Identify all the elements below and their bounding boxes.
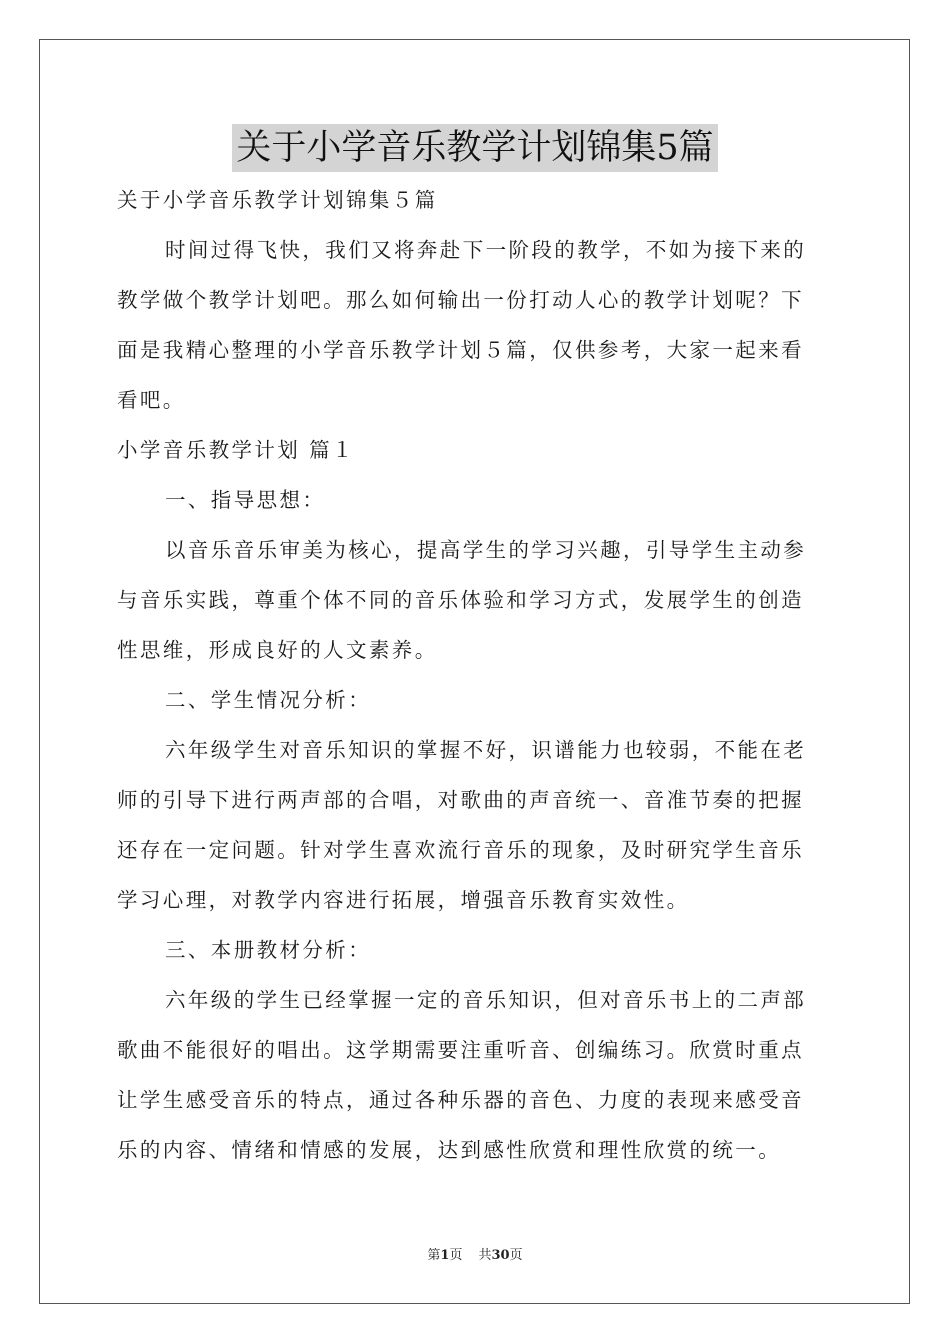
text-line: 一、指导思想： (165, 488, 326, 512)
text-line: 面是我精心整理的小学音乐教学计划５篇，仅供参考，大家一起来看 (117, 338, 804, 362)
text-line: 六年级的学生已经掌握一定的音乐知识，但对音乐书上的二声部 (165, 988, 807, 1012)
text-line: 歌曲不能很好的唱出。这学期需要注重听音、创编练习。欣赏时重点 (117, 1038, 804, 1062)
total-label-prefix: 共 (478, 1248, 492, 1263)
text-line: 与音乐实践，尊重个体不同的音乐体验和学习方式，发展学生的创造 (117, 588, 804, 612)
title-container (0, 124, 950, 172)
page-label-suffix: 页 (449, 1248, 463, 1263)
total-label-suffix: 页 (509, 1248, 523, 1263)
text-line: 关于小学音乐教学计划锦集５篇 (117, 188, 438, 212)
document-title: 关于小学音乐教学计划锦集5篇 (232, 124, 717, 172)
text-line: 二、学生情况分析： (165, 688, 372, 712)
current-page-number: 1 (440, 1248, 450, 1263)
text-line: 以音乐音乐审美为核心，提高学生的学习兴趣，引导学生主动参 (165, 538, 807, 562)
text-line: 三、本册教材分析： (165, 938, 372, 962)
text-line: 性思维，形成良好的人文素养。 (117, 638, 438, 662)
text-line: 乐的内容、情绪和情感的发展，达到感性欣赏和理性欣赏的统一。 (117, 1138, 782, 1162)
text-line: 看吧。 (117, 388, 186, 412)
text-line: 教学做个教学计划吧。那么如何输出一份打动人心的教学计划呢？下 (117, 288, 804, 312)
text-line: 六年级学生对音乐知识的掌握不好，识谱能力也较弱，不能在老 (165, 738, 807, 762)
document-body (117, 175, 834, 1175)
text-line: 学习心理，对教学内容进行拓展，增强音乐教育实效性。 (117, 888, 690, 912)
text-line: 小学音乐教学计划 篇１ (117, 438, 355, 462)
text-line: 还存在一定问题。针对学生喜欢流行音乐的现象，及时研究学生音乐 (117, 838, 804, 862)
text-line: 让学生感受音乐的特点，通过各种乐器的音色、力度的表现来感受音 (117, 1088, 804, 1112)
total-page-number: 30 (491, 1248, 510, 1263)
page-footer (0, 1247, 950, 1265)
text-line: 师的引导下进行两声部的合唱，对歌曲的声音统一、音准节奏的把握 (117, 788, 804, 812)
text-line: 时间过得飞快，我们又将奔赴下一阶段的教学，不如为接下来的 (165, 238, 807, 262)
page-label-prefix: 第 (427, 1248, 441, 1263)
